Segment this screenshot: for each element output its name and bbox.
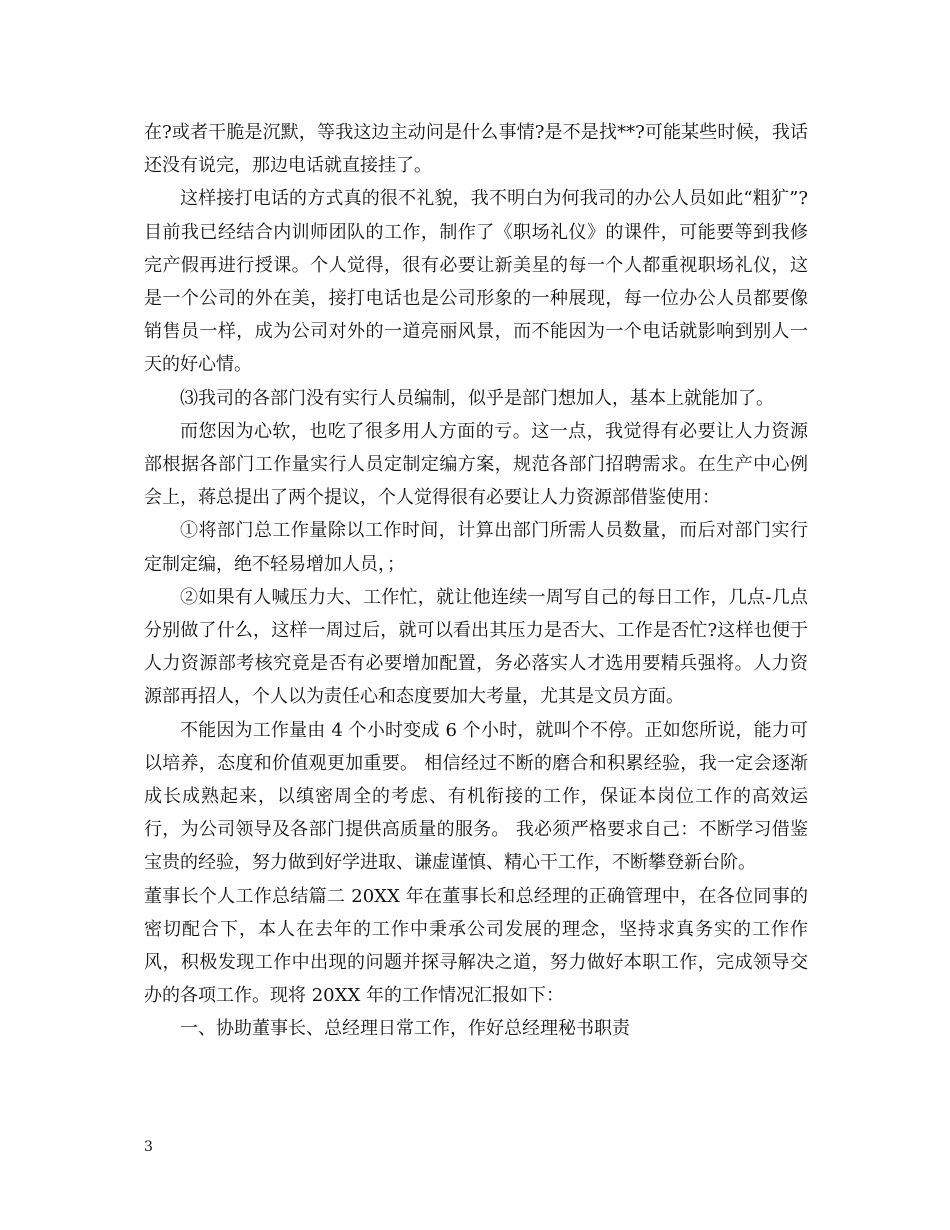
page-body — [144, 116, 808, 1046]
paragraph-9: 一、协助董事长、总经理日常工作，作好总经理秘书职责 — [180, 1018, 630, 1040]
paragraph-1: 在?或者干脆是沉默，等我这边主动问是什么事情?是不是找**?可能某些时候，我话还没有说完，那边电话就直接挂了。 — [144, 122, 808, 177]
paragraph-7: 不能因为工作量由 4 个小时变成 6 个小时，就叫个不停。正如您所说，能力可以培养，态度和价值观更加重要。 相信经过不断的磨合和积累经验，我一定会逐渐成长成熟起来，以缜密周全的考虑、有机衔接的工作，保证本岗位工作的高效运行，为公司领导及各部门提供高质量的服务。 我必须严格要求自己：不断学习借鉴宝贵的经验，努力做到好学进取、谦虚谨慎、精心干工作，不断攀登新台阶。 — [144, 719, 808, 874]
paragraph-3: ⑶我司的各部门没有实行人员编制，似乎是部门想加人，基本上就能加了。 — [180, 387, 774, 409]
paragraph-2: 这样接打电话的方式真的很不礼貌，我不明白为何我司的办公人员如此“粗犷”?目前我已经结合内训师团队的工作，制作了《职场礼仪》的课件，可能要等到我修完产假再进行授课。个人觉得，很有必要让新美星的每一个人都重视职场礼仪，这是一个公司的外在美，接打电话也是公司形象的一种展现，每一位办公人员都要像销售员一样，成为公司对外的一道亮丽风景，而不能因为一个电话就影响到别人一天的好心情。 — [144, 188, 808, 376]
paragraph-5: ①将部门总工作量除以工作时间，计算出部门所需人员数量，而后对部门实行定制定编，绝不轻易增加人员，； — [144, 520, 808, 575]
paragraph-8: 董事长个人工作总结篇二 20XX 年在董事长和总经理的正确管理中，在各位同事的密切配合下，本人在去年的工作中秉承公司发展的理念，坚持求真务实的工作作风，积极发现工作中出现的问题并探寻解决之道，努力做好本职工作，完成领导交办的各项工作。现将 20XX 年的工作情况汇报如下： — [144, 885, 808, 1007]
page-number: 3 — [144, 1139, 153, 1155]
paragraph-6: ②如果有人喊压力大、工作忙，就让他连续一周写自己的每日工作，几点-几点分别做了什么，这样一周过后，就可以看出其压力是否大、工作是否忙?这样也便于人力资源部考核究竟是否有必要增加配置，务必落实人才选用要精兵强将。人力资源部再招人，个人以为责任心和态度要加大考量，尤其是文员方面。 — [144, 586, 808, 708]
paragraph-4: 而您因为心软，也吃了很多用人方面的亏。这一点，我觉得有必要让人力资源部根据各部门工作量实行人员定制定编方案，规范各部门招聘需求。在生产中心例会上，蒋总提出了两个提议，个人觉得很有必要让人力资源部借鉴使用： — [144, 420, 808, 509]
